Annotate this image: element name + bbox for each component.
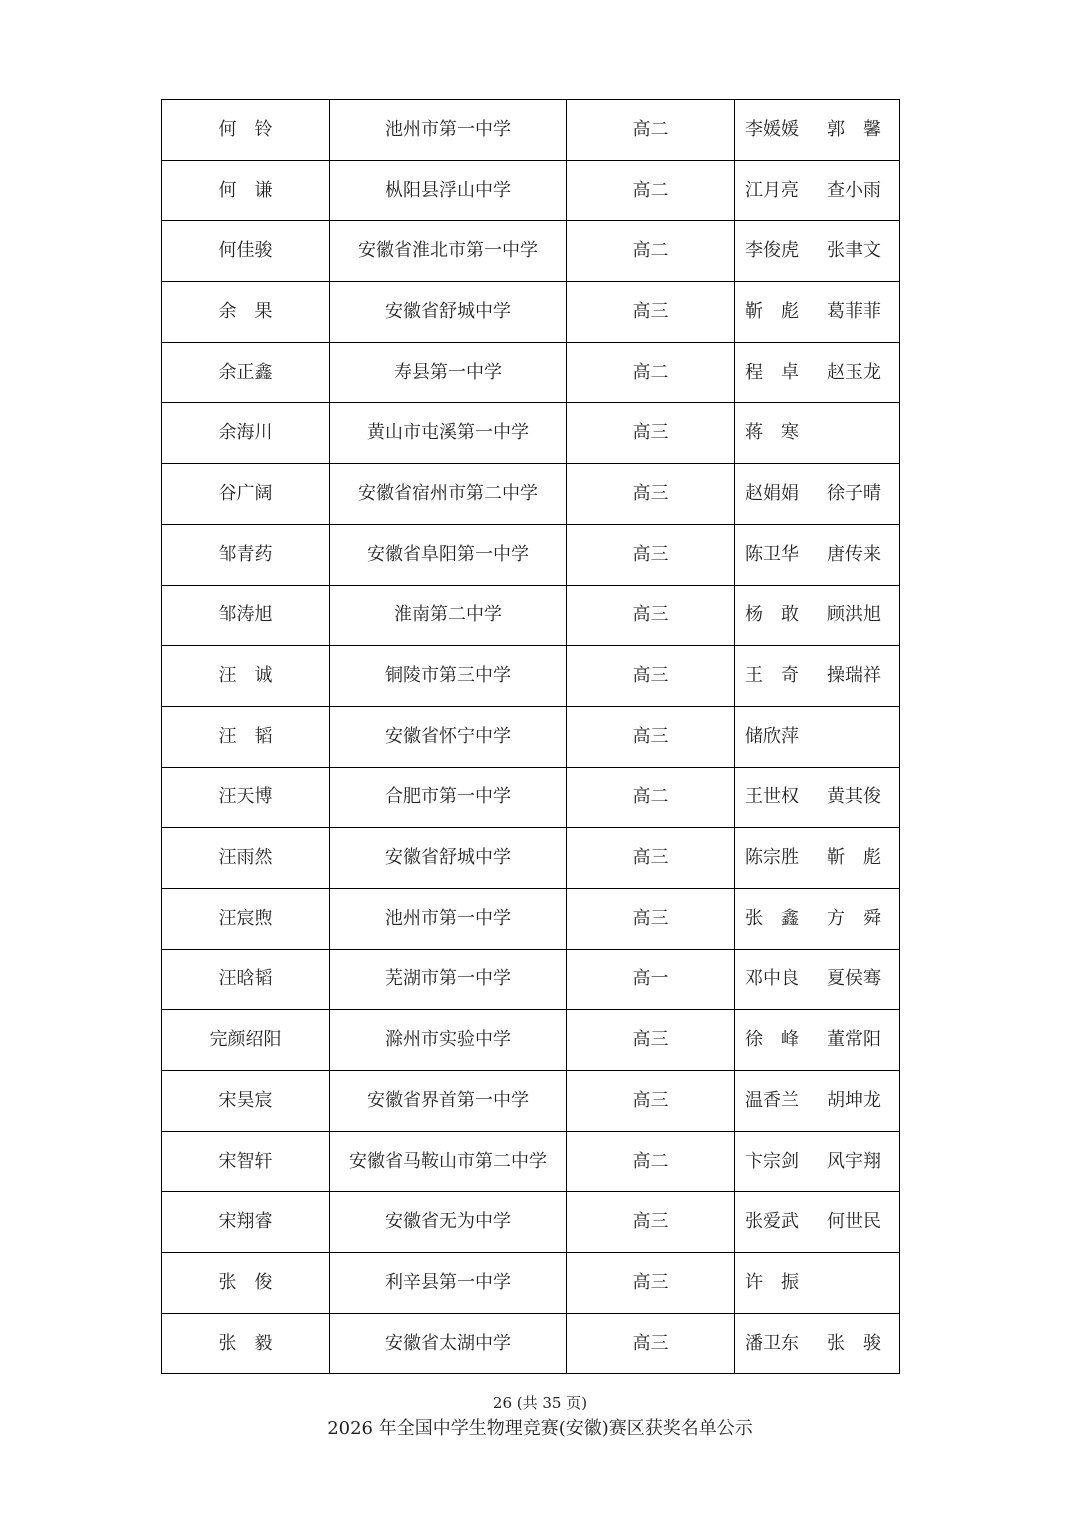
teachers-cell	[735, 1192, 900, 1253]
teachers-cell	[735, 1010, 900, 1071]
page-number: 26 (共 35 页)	[492, 1394, 588, 1412]
student-name-cell: 汪晗韬	[162, 949, 330, 1010]
table-body	[162, 100, 900, 1374]
school-cell: 安徽省宿州市第二中学	[330, 464, 567, 525]
teacher-name: 王世权	[745, 786, 799, 808]
teachers-cell	[735, 888, 900, 949]
school-cell: 枞阳县浮山中学	[330, 160, 567, 221]
teacher-name: 徐子晴	[827, 482, 881, 504]
teachers-cell	[735, 160, 900, 221]
student-name-cell: 张 毅	[162, 1313, 330, 1374]
teachers-cell	[735, 1071, 900, 1132]
teacher-name: 顾洪旭	[827, 604, 881, 626]
teacher-name: 赵娟娟	[745, 482, 799, 504]
teacher-name: 何世民	[827, 1211, 881, 1233]
teacher-name: 杨 敢	[745, 604, 799, 626]
grade-cell: 高二	[567, 160, 735, 221]
table-row	[162, 160, 900, 221]
teacher-name: 董常阳	[827, 1029, 881, 1051]
table-row	[162, 888, 900, 949]
teacher-name: 蒋 寒	[745, 422, 799, 444]
student-name-cell: 何 谦	[162, 160, 330, 221]
table-row	[162, 282, 900, 343]
grade-cell: 高三	[567, 1192, 735, 1253]
school-cell: 铜陵市第三中学	[330, 646, 567, 707]
school-cell: 安徽省舒城中学	[330, 828, 567, 889]
grade-cell: 高三	[567, 706, 735, 767]
student-name-cell: 谷广阔	[162, 464, 330, 525]
teacher-name: 风宇翔	[827, 1150, 881, 1172]
school-cell: 淮南第二中学	[330, 585, 567, 646]
student-name-cell: 完颜绍阳	[162, 1010, 330, 1071]
teachers-cell	[735, 1313, 900, 1374]
teachers-cell	[735, 767, 900, 828]
teacher-name: 卞宗剑	[745, 1150, 799, 1172]
school-cell: 安徽省界首第一中学	[330, 1071, 567, 1132]
school-cell: 芜湖市第一中学	[330, 949, 567, 1010]
teacher-name: 温香兰	[745, 1089, 799, 1111]
grade-cell: 高三	[567, 646, 735, 707]
student-name-cell: 汪 诚	[162, 646, 330, 707]
table-row	[162, 706, 900, 767]
grade-cell: 高三	[567, 828, 735, 889]
teacher-name: 张爱武	[745, 1211, 799, 1233]
teacher-name: 唐传来	[827, 543, 881, 565]
grade-cell: 高三	[567, 524, 735, 585]
table-row	[162, 1131, 900, 1192]
school-cell: 安徽省舒城中学	[330, 282, 567, 343]
teacher-name: 许 振	[745, 1271, 799, 1293]
school-cell: 利辛县第一中学	[330, 1253, 567, 1314]
table-row	[162, 1313, 900, 1374]
student-name-cell: 邹青药	[162, 524, 330, 585]
student-name-cell: 宋翔睿	[162, 1192, 330, 1253]
teacher-name: 陈宗胜	[745, 847, 799, 869]
teachers-cell	[735, 221, 900, 282]
teacher-name: 靳 彪	[745, 300, 799, 322]
school-cell: 安徽省淮北市第一中学	[330, 221, 567, 282]
table-row	[162, 828, 900, 889]
grade-cell: 高三	[567, 585, 735, 646]
teacher-name: 李媛媛	[745, 118, 799, 140]
table-row	[162, 524, 900, 585]
teachers-cell	[735, 1131, 900, 1192]
teachers-cell	[735, 403, 900, 464]
teacher-name: 郭 馨	[827, 118, 881, 140]
school-cell: 安徽省怀宁中学	[330, 706, 567, 767]
teachers-cell	[735, 949, 900, 1010]
teacher-name: 陈卫华	[745, 543, 799, 565]
award-list-table	[161, 99, 900, 1374]
student-name-cell: 余正鑫	[162, 342, 330, 403]
teachers-cell	[735, 646, 900, 707]
grade-cell: 高三	[567, 1313, 735, 1374]
teacher-name: 操瑞祥	[827, 665, 881, 687]
school-cell: 黄山市屯溪第一中学	[330, 403, 567, 464]
teacher-name: 葛菲菲	[827, 300, 881, 322]
table-row	[162, 1192, 900, 1253]
teachers-cell	[735, 828, 900, 889]
student-name-cell: 宋智轩	[162, 1131, 330, 1192]
student-name-cell: 余海川	[162, 403, 330, 464]
teacher-name: 黄其俊	[827, 786, 881, 808]
teacher-name: 赵玉龙	[827, 361, 881, 383]
document-title: 2026 年全国中学生物理竞赛(安徽)赛区获奖名单公示	[327, 1418, 753, 1439]
student-name-cell: 汪雨然	[162, 828, 330, 889]
school-cell: 滁州市实验中学	[330, 1010, 567, 1071]
teacher-name: 潘卫东	[745, 1332, 799, 1354]
teachers-cell	[735, 464, 900, 525]
school-cell: 池州市第一中学	[330, 100, 567, 161]
grade-cell: 高二	[567, 221, 735, 282]
table-row	[162, 1010, 900, 1071]
school-cell: 合肥市第一中学	[330, 767, 567, 828]
teacher-name: 靳 彪	[827, 847, 881, 869]
teacher-name: 江月亮	[745, 179, 799, 201]
grade-cell: 高三	[567, 1071, 735, 1132]
school-cell: 安徽省阜阳第一中学	[330, 524, 567, 585]
grade-cell: 高三	[567, 464, 735, 525]
teachers-cell	[735, 100, 900, 161]
teachers-cell	[735, 282, 900, 343]
table-row	[162, 464, 900, 525]
teachers-cell	[735, 342, 900, 403]
teacher-name: 邓中良	[745, 968, 799, 990]
school-cell: 安徽省马鞍山市第二中学	[330, 1131, 567, 1192]
table-row	[162, 403, 900, 464]
teacher-name: 徐 峰	[745, 1029, 799, 1051]
table-row	[162, 342, 900, 403]
teacher-name: 夏侯骞	[827, 968, 881, 990]
teacher-name: 张 骏	[827, 1332, 881, 1354]
grade-cell: 高一	[567, 949, 735, 1010]
grade-cell: 高二	[567, 1131, 735, 1192]
table-row	[162, 949, 900, 1010]
grade-cell: 高三	[567, 1010, 735, 1071]
student-name-cell: 邹涛旭	[162, 585, 330, 646]
grade-cell: 高三	[567, 888, 735, 949]
grade-cell: 高三	[567, 1253, 735, 1314]
school-cell: 安徽省无为中学	[330, 1192, 567, 1253]
grade-cell: 高二	[567, 767, 735, 828]
table-row	[162, 767, 900, 828]
table-row	[162, 585, 900, 646]
teachers-cell	[735, 585, 900, 646]
teacher-name: 张 鑫	[745, 907, 799, 929]
student-name-cell: 何佳骏	[162, 221, 330, 282]
school-cell: 安徽省太湖中学	[330, 1313, 567, 1374]
teacher-name: 王 奇	[745, 665, 799, 687]
school-cell: 寿县第一中学	[330, 342, 567, 403]
teacher-name: 方 舜	[827, 907, 881, 929]
teacher-name: 李俊虎	[745, 240, 799, 262]
grade-cell: 高三	[567, 403, 735, 464]
student-name-cell: 余 果	[162, 282, 330, 343]
student-name-cell: 汪天博	[162, 767, 330, 828]
teachers-cell	[735, 1253, 900, 1314]
grade-cell: 高二	[567, 342, 735, 403]
grade-cell: 高二	[567, 100, 735, 161]
table-row	[162, 221, 900, 282]
teachers-cell	[735, 706, 900, 767]
table-row	[162, 646, 900, 707]
teacher-name: 查小雨	[827, 179, 881, 201]
school-cell: 池州市第一中学	[330, 888, 567, 949]
student-name-cell: 汪宸煦	[162, 888, 330, 949]
teacher-name: 储欣萍	[745, 725, 799, 747]
teacher-name: 程 卓	[745, 361, 799, 383]
teachers-cell	[735, 524, 900, 585]
grade-cell: 高三	[567, 282, 735, 343]
student-name-cell: 宋昊宸	[162, 1071, 330, 1132]
table-row	[162, 1253, 900, 1314]
student-name-cell: 汪 韬	[162, 706, 330, 767]
teacher-name: 胡坤龙	[827, 1089, 881, 1111]
table-row	[162, 100, 900, 161]
student-name-cell: 张 俊	[162, 1253, 330, 1314]
table-row	[162, 1071, 900, 1132]
student-name-cell: 何 铃	[162, 100, 330, 161]
teacher-name: 张聿文	[827, 240, 881, 262]
